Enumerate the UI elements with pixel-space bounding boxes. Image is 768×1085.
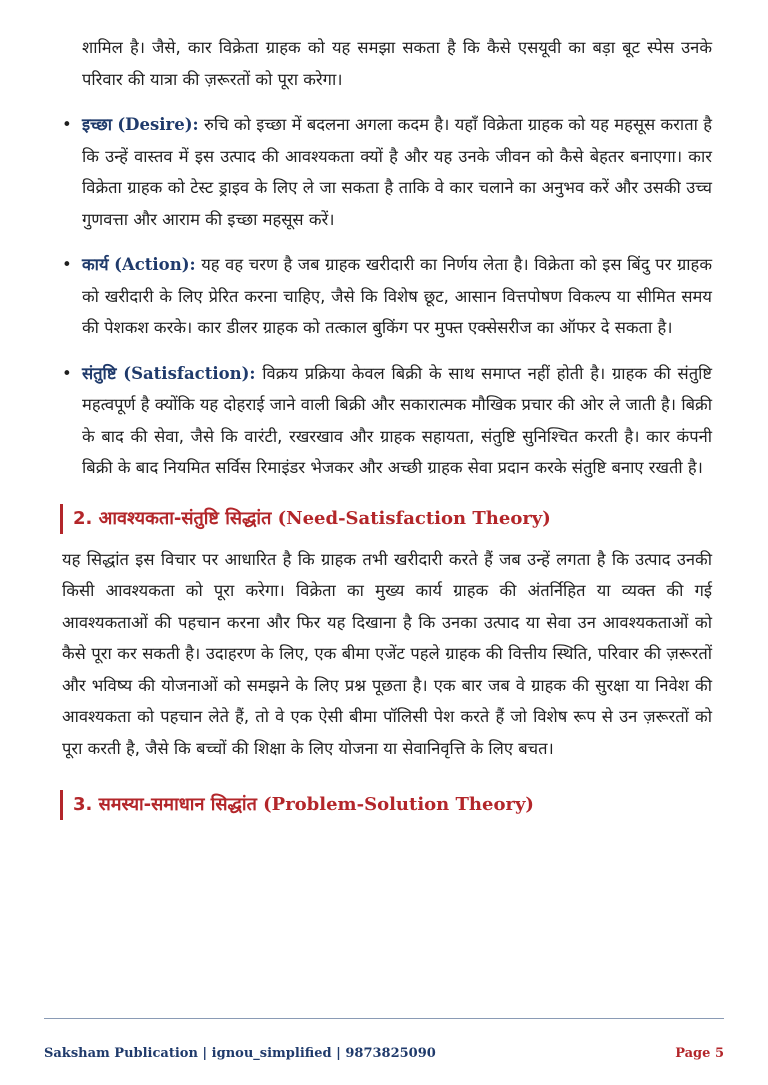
bullet-term-hi: इच्छा (82, 115, 113, 134)
section-2-heading (60, 504, 712, 534)
bullet-term-en: (Action): (114, 255, 196, 274)
footer-divider (44, 1018, 724, 1019)
bullet-text: रुचि को इच्छा में बदलना अगला कदम है। यहाँ विक्रेता ग्राहक को यह महसूस कराता है कि उन्हें वास्तव में इस उत्पाद की आवश्यकता क्यों है और यह उनके जीवन को कैसे बेहतर बनाएगा। कार विक्रेता ग्राहक को टेस्ट ड्राइव के लिए ले जा सकता है ताकि वे कार चलाने का अनुभव करें और उसकी उच्च गुणवत्ता और आराम की इच्छा महसूस करें। (82, 115, 712, 229)
bullet-satisfaction (62, 358, 712, 484)
bullet-dot-icon: • (62, 115, 72, 134)
bullet-text: यह वह चरण है जब ग्राहक खरीदारी का निर्णय लेता है। विक्रेता को इस बिंदु पर ग्राहक को खरीदारी के लिए प्रेरित करना चाहिए, जैसे कि विशेष छूट, आसान वित्तपोषण विकल्प या सीमित समय की पेशकश करके। कार डीलर ग्राहक को तत्काल बुकिंग पर मुफ्त एक्सेसरीज का ऑफर दे सकता है। (82, 255, 712, 337)
section-2-body: यह सिद्धांत इस विचार पर आधारित है कि ग्राहक तभी खरीदारी करते हैं जब उन्हें लगता है कि उत्पाद उनकी किसी आवश्यकता को पूरा करेगा। विक्रेता का मुख्य कार्य ग्राहक की अंतर्निहित या व्यक्त की गई आवश्यकताओं की पहचान करना और फिर यह दिखाना है कि उनका उत्पाद या सेवा उन आवश्यकताओं को कैसे पूरा कर सकती है। उदाहरण के लिए, एक बीमा एजेंट पहले ग्राहक की वित्तीय स्थिति, परिवार की ज़रूरतों और भविष्य की योजनाओं को समझने के लिए प्रश्न पूछता है। एक बार जब वे ग्राहक की सुरक्षा या निवेश की आवश्यकता को पहचान लेते हैं, तो वे एक ऐसी बीमा पॉलिसी पेश करते हैं जो विशेष रूप से उन ज़रूरतों को पूरा करती है, जैसे कि बच्चों की शिक्षा के लिए योजना या सेवानिवृत्ति के लिए बचत। (62, 549, 712, 758)
bullet-term-hi: संतुष्टि (82, 363, 117, 383)
bullet-term-hi: कार्य (82, 255, 109, 274)
bullet-dot-icon: • (62, 255, 72, 274)
section-3-heading (60, 790, 712, 820)
bullet-paragraph (82, 358, 712, 484)
section-3-heading-hi: 3. समस्या-समाधान सिद्धांत (73, 794, 257, 815)
section-3-heading-en: (Problem-Solution Theory) (263, 794, 534, 815)
page-content (62, 32, 712, 830)
section-2-heading-en: (Need-Satisfaction Theory) (277, 507, 551, 529)
bullet-term-en: (Satisfaction): (123, 363, 256, 383)
footer-publisher: Saksham Publication | ignou_simplified | 9873825090 (44, 1046, 436, 1061)
bullet-desire (62, 109, 712, 235)
intro-continuation: शामिल है। जैसे, कार विक्रेता ग्राहक को यह समझा सकता है कि कैसे एसयूवी का बड़ा बूट स्पेस उनके परिवार की यात्रा की ज़रूरतों को पूरा करेगा। (82, 38, 712, 89)
aida-bullet-list (62, 109, 712, 484)
bullet-paragraph (82, 249, 712, 344)
section-2-heading-hi: 2. आवश्यकता-संतुष्टि सिद्धांत (73, 507, 272, 529)
bullet-dot-icon: • (62, 363, 72, 383)
bullet-action (62, 249, 712, 344)
bullet-text: विक्रय प्रक्रिया केवल बिक्री के साथ समाप्त नहीं होती है। ग्राहक की संतुष्टि महत्वपूर्ण है क्योंकि यह दोहराई जाने वाली बिक्री और सकारात्मक मौखिक प्रचार की ओर ले जाती है। बिक्री के बाद की सेवा, जैसे कि वारंटी, रखरखाव और ग्राहक सहायता, संतुष्टि सुनिश्चित करती है। कार कंपनी बिक्री के बाद नियमित सर्विस रिमाइंडर भेजकर और अच्छी ग्राहक सेवा प्रदान करके संतुष्टि बनाए रखती है। (82, 363, 713, 477)
bullet-paragraph (82, 109, 712, 235)
footer-page-number: Page 5 (675, 1046, 724, 1061)
bullet-term-en: (Desire): (117, 115, 199, 134)
